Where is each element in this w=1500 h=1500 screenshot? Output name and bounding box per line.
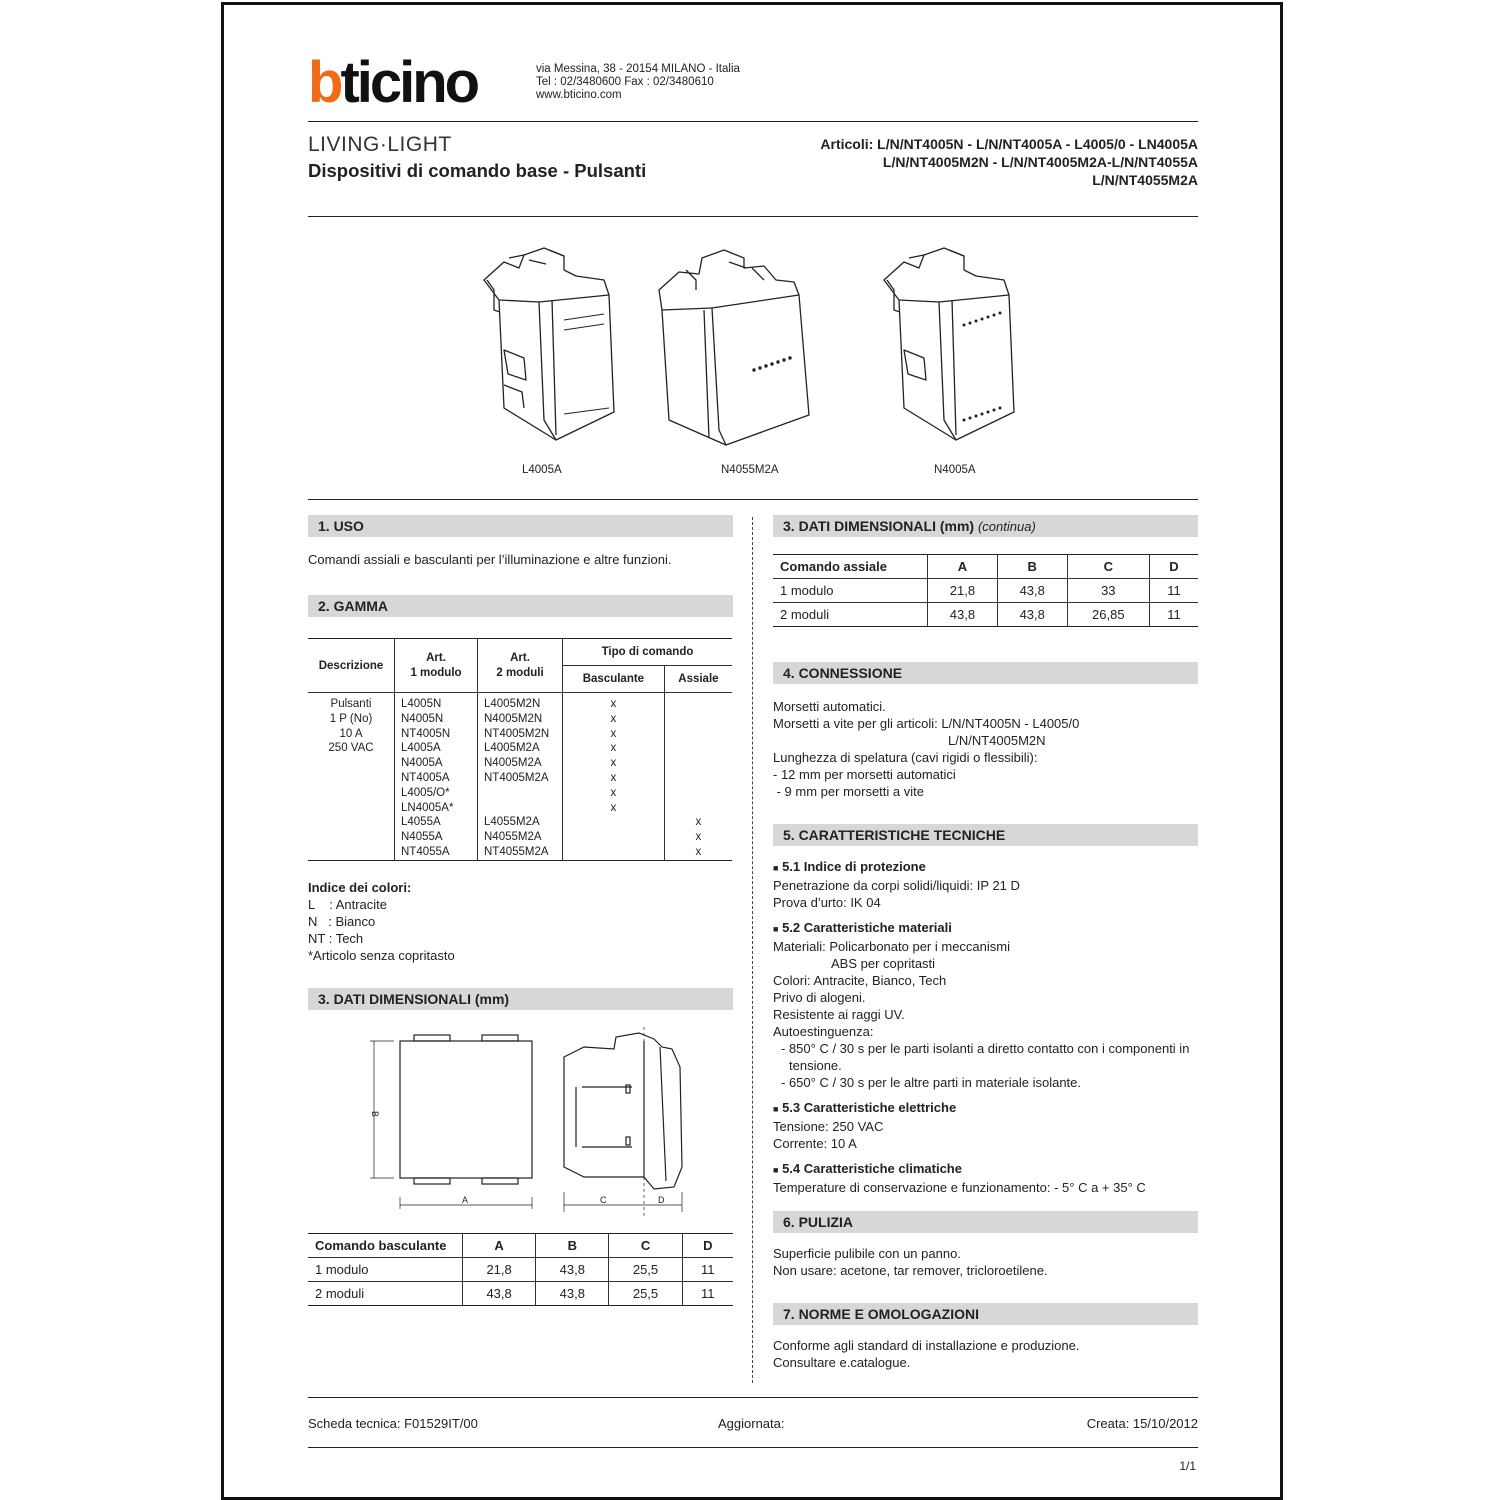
text-line: Penetrazione da corpi solidi/liquidi: IP 21 D — [773, 878, 1020, 893]
section-header-dati-dimensionali-continua — [773, 515, 1198, 537]
articles-line: Articoli: L/N/NT4005N - L/N/NT4005A - L4005/0 - LN4005A — [820, 136, 1198, 152]
section-title-suffix: (continua) — [977, 519, 1036, 534]
gamma-a1-value: N4005N — [401, 712, 444, 725]
gamma-a1-value: NT4005A — [401, 771, 450, 784]
td: 1 modulo — [773, 579, 928, 603]
color-index-item: L : Antracite — [308, 897, 388, 912]
label-c: C — [600, 1195, 607, 1205]
th: C — [609, 1234, 682, 1258]
pulizia-text — [773, 1245, 1048, 1279]
gamma-basc-value: x — [610, 698, 617, 710]
td: 43,8 — [463, 1282, 536, 1306]
text-line: - 850° C / 30 s per le parti isolanti a diretto contatto con i componenti in — [781, 1041, 1190, 1056]
articles-line: L/N/NT4055M2A — [1092, 172, 1198, 188]
th: A — [463, 1234, 536, 1258]
td: 43,8 — [997, 579, 1067, 603]
text-line: ABS per copritasti — [831, 956, 936, 971]
gamma-a1-value: L4005A — [401, 742, 441, 755]
gamma-a2-value — [484, 801, 560, 816]
phone-line: Tel : 02/3480600 Fax : 02/3480610 — [536, 76, 714, 88]
subsection-title-text: 5.4 Caratteristiche climatiche — [782, 1161, 962, 1176]
label-d: D — [658, 1195, 665, 1205]
gamma-a1-value: N4005A — [401, 757, 443, 770]
gamma-a2-value: L4005M2N — [484, 698, 541, 710]
section-header-norme: 7. NORME E OMOLOGAZIONI — [773, 1303, 1198, 1325]
subsection-title: ■ 5.2 Caratteristiche materiali — [773, 920, 952, 935]
text-line: tensione. — [789, 1058, 842, 1073]
col-basculante: Basculante — [563, 666, 665, 693]
gamma-a2-value: NT4005M2A — [484, 771, 549, 784]
gamma-a2-value: L4005M2A — [484, 742, 540, 755]
gamma-basc-value: x — [610, 727, 617, 740]
header-divider — [308, 121, 1198, 122]
section-header-pulizia: 6. PULIZIA — [773, 1211, 1198, 1233]
text-line: Morsetti a vite per gli articoli: L/N/NT4005N - L4005/0 — [773, 716, 1080, 731]
col-art-1-modulo — [395, 639, 478, 693]
gamma-basc-value: x — [610, 742, 617, 755]
text-line: Morsetti automatici. — [773, 699, 886, 714]
product-caption: L4005A — [522, 464, 562, 476]
title-divider — [308, 216, 1198, 217]
section-header-caratteristiche-tecniche: 5. CARATTERISTICHE TECNICHE — [773, 824, 1198, 846]
gamma-basc-value — [565, 845, 662, 860]
label-b: B — [370, 1111, 380, 1118]
col-assiale: Assiale — [664, 666, 732, 693]
gamma-ass-value — [667, 801, 730, 816]
text-line: Prova d’urto: IK 04 — [773, 895, 881, 910]
td: 2 moduli — [308, 1282, 463, 1306]
text-line: Superficie pulibile con un panno. — [773, 1246, 961, 1261]
color-index-item: *Articolo senza copritasto — [308, 948, 455, 963]
scheda-tecnica: Scheda tecnica: F01529IT/00 — [308, 1416, 478, 1431]
header-text: Art. — [510, 651, 530, 664]
gamma-ass-value — [667, 712, 730, 727]
td: 25,5 — [609, 1282, 682, 1306]
td: 11 — [1149, 603, 1198, 627]
articles-line: L/N/NT4005M2N - L/N/NT4005M2A-L/N/NT4055A — [882, 154, 1198, 170]
gamma-a2-value: N4055M2A — [484, 831, 542, 844]
website-line: www.bticino.com — [536, 89, 622, 101]
table-row — [308, 1258, 733, 1282]
label-a: A — [462, 1195, 469, 1205]
table-row — [308, 1282, 733, 1306]
gamma-ass-value: x — [695, 816, 702, 829]
norme-text — [773, 1337, 1079, 1371]
subsection-title: ■ 5.3 Caratteristiche elettriche — [773, 1100, 957, 1115]
text-line: - 650° C / 30 s per le altre parti in materiale isolante. — [781, 1075, 1082, 1090]
th: C — [1067, 555, 1149, 579]
page-title: Dispositivi di comando base - Pulsanti — [308, 160, 647, 181]
gamma-ass-value — [667, 786, 730, 801]
product-line-brand: LIVING·LIGHT — [308, 133, 452, 156]
uso-text: Comandi assiali e basculanti per l’illuminazione e altre funzioni. — [308, 552, 672, 567]
descrizione-cell — [308, 693, 395, 861]
gamma-a1-value: L4005/O* — [401, 786, 450, 799]
illustration-divider — [308, 499, 1198, 500]
td: 1 modulo — [308, 1258, 463, 1282]
text-line: Consultare e.catalogue. — [773, 1355, 911, 1370]
gamma-a2-value: NT4005M2N — [484, 727, 550, 740]
td: 21,8 — [928, 579, 998, 603]
basculante-cell — [563, 693, 665, 861]
descrizione-line: 1 P (No) — [329, 712, 373, 725]
logo-rest: ticino — [340, 50, 478, 115]
articles-list — [820, 135, 1198, 189]
color-index-title: Indice dei colori: — [308, 880, 412, 895]
text-line: Privo di alogeni. — [773, 990, 866, 1005]
gamma-basc-value: x — [610, 757, 617, 770]
front-view — [400, 1041, 532, 1178]
art-2-moduli-cell — [478, 693, 563, 861]
col-art-2-moduli — [478, 639, 563, 693]
side-view — [564, 1033, 682, 1189]
gamma-a1-value: LN4005A* — [401, 801, 454, 814]
gamma-ass-value: x — [695, 845, 702, 858]
section-title: 3. DATI DIMENSIONALI (mm) — [783, 518, 975, 534]
gamma-basc-value: x — [610, 801, 617, 814]
footer-divider-bottom — [308, 1447, 1198, 1448]
th: Comando basculante — [308, 1234, 463, 1258]
subsection-title: ■ 5.4 Caratteristiche climatiche — [773, 1161, 962, 1176]
td: 11 — [1149, 579, 1198, 603]
text-line: Conforme agli standard di installazione e produzione. — [773, 1338, 1080, 1353]
n4005a-illustration — [884, 248, 1014, 440]
td: 21,8 — [463, 1258, 536, 1282]
gamma-ass-value — [667, 741, 730, 756]
descrizione-line: 250 VAC — [328, 742, 374, 755]
address-line: via Messina, 38 - 20154 MILANO - Italia — [536, 63, 740, 75]
caratteristiche-text — [773, 858, 1189, 1196]
n4055m2a-illustration — [659, 250, 809, 445]
gamma-ass-value — [667, 756, 730, 771]
section-header-uso: 1. USO — [308, 515, 733, 537]
assiale-cell — [664, 693, 732, 861]
gamma-a1-value: NT4005N — [401, 727, 451, 740]
col-tipo-di-comando: Tipo di comando — [563, 639, 733, 666]
subsection-title-text: 5.3 Caratteristiche elettriche — [782, 1100, 957, 1115]
gamma-a2-value: L4055M2A — [484, 816, 540, 829]
th: D — [682, 1234, 733, 1258]
text-line: L/N/NT4005M2N — [948, 733, 1046, 748]
text-line: Autoestinguenza: — [773, 1024, 874, 1039]
text-line: Lunghezza di spelatura (cavi rigidi o flessibili): — [773, 750, 1038, 765]
gamma-table — [308, 638, 732, 861]
subsection-title-text: 5.2 Caratteristiche materiali — [782, 920, 952, 935]
header-text: Art. — [426, 651, 446, 664]
company-address — [536, 63, 740, 102]
td: 11 — [682, 1282, 733, 1306]
gamma-a2-value: NT4055M2A — [484, 845, 549, 858]
product-illustrations — [464, 240, 1044, 450]
text-line: Non usare: acetone, tar remover, tricloroetilene. — [773, 1263, 1048, 1278]
gamma-ass-value: x — [695, 831, 702, 844]
text-line: - 12 mm per morsetti automatici — [773, 767, 956, 782]
td: 33 — [1067, 579, 1149, 603]
page-number: 1/1 — [1179, 1459, 1196, 1473]
connessione-text — [773, 698, 1079, 800]
section-header-connessione: 4. CONNESSIONE — [773, 662, 1198, 684]
th: B — [536, 1234, 609, 1258]
gamma-a1-value: N4055A — [401, 831, 443, 844]
td: 11 — [682, 1258, 733, 1282]
gamma-a1-value: NT4055A — [401, 845, 450, 858]
color-index — [308, 879, 455, 964]
table-row — [773, 603, 1198, 627]
table-row — [773, 579, 1198, 603]
text-line: Resistente ai raggi UV. — [773, 1007, 905, 1022]
section-header-dati-dimensionali: 3. DATI DIMENSIONALI (mm) — [308, 988, 733, 1010]
gamma-basc-value — [565, 815, 662, 830]
descrizione-line: 10 A — [339, 727, 363, 740]
text-line: Materiali: Policarbonato per i meccanismi — [773, 939, 1010, 954]
td: 26,85 — [1067, 603, 1149, 627]
gamma-basc-value — [565, 830, 662, 845]
text-line: Colori: Antracite, Bianco, Tech — [773, 973, 947, 988]
product-caption: N4055M2A — [721, 464, 779, 476]
gamma-a2-value: N4005M2N — [484, 712, 543, 725]
text-line: - 9 mm per morsetti a vite — [773, 784, 924, 799]
text-line: Corrente: 10 A — [773, 1136, 857, 1151]
descrizione-line: Pulsanti — [330, 698, 372, 710]
td: 25,5 — [609, 1258, 682, 1282]
column-separator — [752, 517, 753, 1383]
th: A — [928, 555, 998, 579]
subsection-title-text: 5.1 Indice di protezione — [782, 859, 926, 874]
text-line: Temperature di conservazione e funzionamento: - 5° C a + 35° C — [773, 1180, 1146, 1195]
gamma-basc-value: x — [610, 786, 617, 799]
basculante-dimensions-table — [308, 1233, 733, 1306]
gamma-ass-value — [667, 697, 730, 712]
section-header-gamma: 2. GAMMA — [308, 595, 733, 617]
bticino-logo: bticino — [308, 50, 478, 115]
td: 43,8 — [997, 603, 1067, 627]
text-line: Tensione: 250 VAC — [773, 1119, 884, 1134]
td: 2 moduli — [773, 603, 928, 627]
l4005a-illustration — [484, 248, 614, 440]
gamma-basc-value: x — [610, 771, 617, 784]
td: 43,8 — [928, 603, 998, 627]
aggiornata: Aggiornata: — [718, 1416, 785, 1431]
creata-date: Creata: 15/10/2012 — [1086, 1416, 1198, 1431]
col-descrizione: Descrizione — [318, 659, 384, 672]
header-text: 2 moduli — [496, 666, 544, 679]
subsection-title: ■ 5.1 Indice di protezione — [773, 859, 926, 874]
td: 43,8 — [536, 1258, 609, 1282]
header-text: 1 modulo — [410, 666, 462, 679]
th: B — [997, 555, 1067, 579]
gamma-basc-value: x — [610, 712, 617, 725]
gamma-a2-value: N4005M2A — [484, 757, 542, 770]
td: 43,8 — [536, 1282, 609, 1306]
assiale-dimensions-table — [773, 554, 1198, 627]
color-index-item: NT : Tech — [308, 931, 364, 946]
art-1-modulo-cell — [395, 693, 478, 861]
dimensional-drawing — [354, 1027, 694, 1222]
footer-divider — [308, 1397, 1198, 1398]
gamma-a2-value — [484, 786, 560, 801]
gamma-a1-value: L4005N — [401, 698, 442, 710]
th: D — [1149, 555, 1198, 579]
gamma-a1-value: L4055A — [401, 816, 441, 829]
datasheet-page — [221, 2, 1283, 1500]
gamma-ass-value — [667, 727, 730, 742]
th: Comando assiale — [773, 555, 928, 579]
gamma-ass-value — [667, 771, 730, 786]
color-index-item: N : Bianco — [308, 914, 376, 929]
product-caption: N4005A — [934, 464, 976, 476]
